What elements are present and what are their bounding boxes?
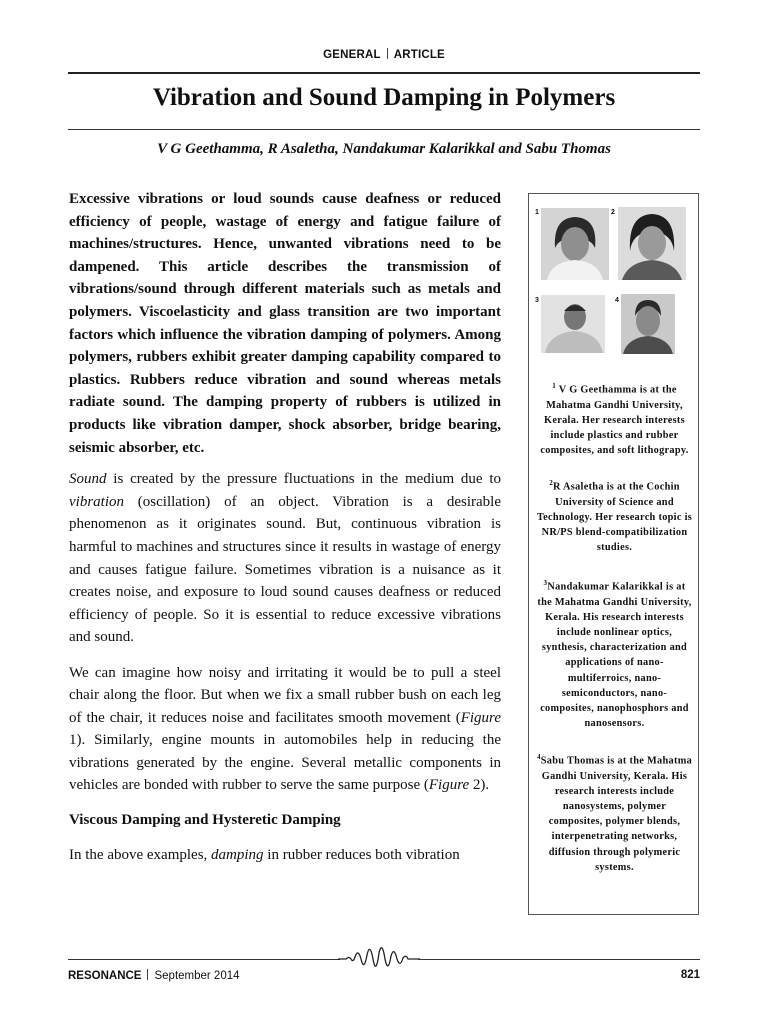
title-rule <box>68 129 700 130</box>
term-damping: damping <box>211 846 264 863</box>
author-bio-1: $^1$ V G Geethamma is at the Mahatma Gandhi University, Kerala. Her research interests include plastics and rubber composites, and soft lithograpy. <box>540 382 689 457</box>
footer-rule-right <box>418 959 700 960</box>
portrait-icon <box>621 294 675 354</box>
footer-divider <box>147 969 148 980</box>
term-sound: Sound <box>69 471 107 488</box>
portrait-icon <box>618 207 686 280</box>
photo-number-1: 1 <box>535 209 539 216</box>
photo-number-4: 4 <box>615 297 619 304</box>
author-photo-1 <box>541 208 609 280</box>
main-column <box>69 188 501 867</box>
paragraph-sound: Sound is created by the pressure fluctuations in the medium due to vibration (oscillation) of an object. Vibration is a desirable phenomenon as it originates sound. But, continuous vibration is harmful to machines and structures since it results in wastage of energy and causes fatigue failure. Sometimes vibration is a nuisance as it creates noise, and exposure to loud sound causes deafness or reduced efficiency of people. So it is essential to reduce excessive vibrations and sound. <box>69 471 501 646</box>
abstract: Excessive vibrations or loud sounds cause deafness or reduced efficiency of people, wastage of energy and fatigue failure of machines/structures. Hence, unwanted vibrations need to be dampened. This article describes the transmission of vibrations/sound through different materials such as metals and polymers. Viscoelasticity and glass transition are two important factors which influence the vibration damping of polymers. Among polymers, rubbers exhibit greater damping capability compared to plastics. Rubbers reduce vibration and sound whereas metals radiate sound. The damping property of rubbers is utilized in products like vibration damper, shock absorber, bridge bearing, seismic absorber, etc. <box>69 191 501 456</box>
header-general: GENERAL <box>323 49 381 61</box>
author-sidebar <box>528 193 699 915</box>
term-vibration: vibration <box>69 493 124 510</box>
paragraph-chair-example: We can imagine how noisy and irritating it would be to pull a steel chair along the floor. But when we fix a small rubber bush on each leg of the chair, it reduces noise and facilitates smooth movement (Figure 1). Similarly, engine mounts in automobiles help in reducing the vibrations generated by the engine. Several metallic components in vehicles are bonded with rubber to serve the same purpose (Figure 2). <box>69 664 501 793</box>
author-bio-3: $^3$Nandakumar Kalarikkal is at the Mahatma Gandhi University, Kerala. His research interests include nonlinear optics, synthesis, characterization and applications of nano-multiferroics, nano-semiconductors, nano-composites, nanophosphors and nanosensors. <box>537 579 692 730</box>
page-footer <box>68 969 700 982</box>
footer-rule-left <box>68 959 340 960</box>
journal-name: RESONANCE <box>68 970 142 982</box>
photo-number-2: 2 <box>611 209 615 216</box>
author-bio-2: $^2$R Asaletha is at the Cochin University of Science and Technology. Her research topic is NR/PS blend-compatibilization studies. <box>536 479 693 554</box>
author-photo-3 <box>541 295 605 353</box>
photo-number-3: 3 <box>535 297 539 304</box>
figure-1-ref[interactable]: Figure <box>460 709 501 726</box>
author-list: V G Geethamma, R Asaletha, Nandakumar Kalarikkal and Sabu Thomas <box>157 141 611 157</box>
portrait-icon <box>541 295 605 353</box>
author-photo-4 <box>621 294 675 354</box>
header-divider <box>387 48 388 59</box>
top-rule <box>68 72 700 74</box>
figure-2-ref[interactable]: Figure <box>428 776 470 793</box>
article-title: Vibration and Sound Damping in Polymers <box>152 84 616 111</box>
issue-date: September 2014 <box>154 970 240 982</box>
section-header <box>0 48 768 61</box>
header-article: ARTICLE <box>393 49 445 61</box>
page-number: 821 <box>680 969 700 981</box>
author-bio-4: $^4$Sabu Thomas is at the Mahatma Gandhi University, Kerala. His research interests include nanosystems, polymer composites, polymer blends, interpenetrating networks, diffusion through polymeric systems. <box>536 753 693 873</box>
paragraph-damping: In the above examples, damping in rubber reduces both vibration <box>69 846 460 863</box>
section-heading: Viscous Damping and Hysteretic Damping <box>69 812 341 829</box>
portrait-icon <box>541 208 609 280</box>
author-photo-2 <box>618 207 686 280</box>
